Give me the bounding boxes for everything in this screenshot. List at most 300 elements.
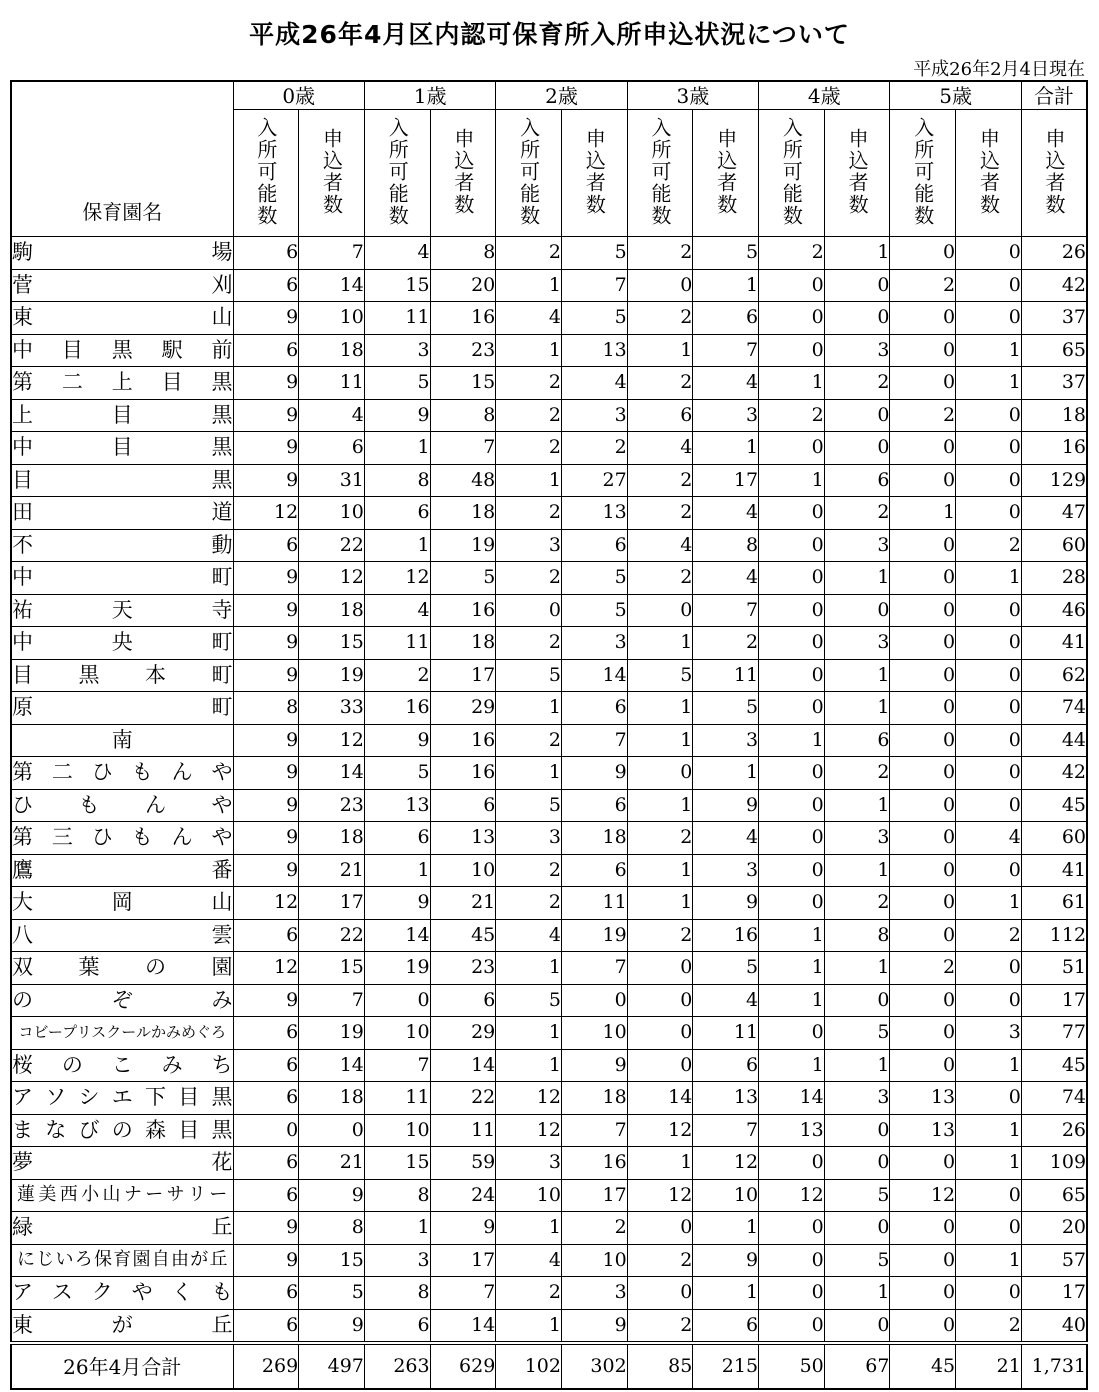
- capacity-cell: 9: [233, 464, 299, 497]
- capacity-cell: 2: [364, 659, 430, 692]
- nursery-name: 緑 丘: [11, 1212, 233, 1245]
- nursery-name: 第 二 上 目 黒: [11, 367, 233, 400]
- capacity-cell: 2: [627, 302, 693, 335]
- capacity-cell: 6: [233, 919, 299, 952]
- capacity-cell: 0: [627, 594, 693, 627]
- applicants-cell: 7: [299, 984, 365, 1017]
- capacity-cell: 1: [759, 984, 825, 1017]
- applicants-cell: 6: [299, 432, 365, 465]
- applicants-cell: 13: [561, 497, 627, 530]
- age-header-3: 3歳: [627, 81, 758, 110]
- applicants-header: [561, 110, 627, 237]
- applicants-cell: 0: [824, 399, 890, 432]
- capacity-cell: 9: [233, 822, 299, 855]
- capacity-cell: 0: [890, 334, 956, 367]
- table-row: [11, 1017, 1087, 1050]
- applicants-cell: 0: [956, 464, 1022, 497]
- capacity-cell: 0: [890, 1244, 956, 1277]
- applicants-cell: 23: [430, 334, 496, 367]
- total-applicants-cell: 65: [1021, 334, 1087, 367]
- applicants-cell: 5: [561, 594, 627, 627]
- applicants-cell: 15: [430, 367, 496, 400]
- capacity-cell: 0: [890, 854, 956, 887]
- capacity-cell: 4: [496, 1244, 562, 1277]
- total-applicants-cell: 44: [1021, 724, 1087, 757]
- total-applicants-cell: 65: [1021, 1179, 1087, 1212]
- capacity-cell: 1: [496, 334, 562, 367]
- applicants-cell: 1: [824, 789, 890, 822]
- applicants-cell: 21: [299, 1147, 365, 1180]
- applicants-cell: 1: [956, 334, 1022, 367]
- capacity-cell: 11: [364, 627, 430, 660]
- applicants-cell: 7: [693, 334, 759, 367]
- capacity-cell: 2: [890, 399, 956, 432]
- table-row: [11, 822, 1087, 855]
- applicants-cell: 5: [693, 692, 759, 725]
- applicants-cell: 0: [824, 1309, 890, 1343]
- capacity-cell: 9: [233, 627, 299, 660]
- capacity-cell: 4: [496, 302, 562, 335]
- nursery-name: ま な び の 森 目 黒: [11, 1114, 233, 1147]
- table-row: [11, 399, 1087, 432]
- capacity-cell: 2: [627, 1244, 693, 1277]
- capacity-cell: 0: [890, 887, 956, 920]
- applicants-cell: 16: [561, 1147, 627, 1180]
- applicants-cell: 8: [693, 529, 759, 562]
- applicants-cell: 9: [693, 789, 759, 822]
- capacity-cell: 0: [627, 269, 693, 302]
- table-row: [11, 854, 1087, 887]
- applicants-cell: 3: [824, 529, 890, 562]
- applicants-cell: 5: [824, 1244, 890, 1277]
- applicants-header: [824, 110, 890, 237]
- applicants-cell: 6: [824, 724, 890, 757]
- capacity-cell: 6: [364, 1309, 430, 1343]
- nursery-name: に じ い ろ 保 育 園 自 由 が 丘: [11, 1244, 233, 1277]
- applicants-cell: 7: [561, 952, 627, 985]
- total-capacity-cell: 263: [364, 1343, 430, 1389]
- capacity-header-label: 入所可能数: [516, 116, 541, 227]
- total-applicants-cell: 18: [1021, 399, 1087, 432]
- total-applicants-cell: 129: [1021, 464, 1087, 497]
- application-status-table: [10, 80, 1088, 1390]
- table-row: [11, 237, 1087, 270]
- applicants-cell: 18: [561, 1082, 627, 1115]
- applicants-cell: 16: [430, 757, 496, 790]
- capacity-cell: 0: [627, 1277, 693, 1310]
- applicants-header: [430, 110, 496, 237]
- applicants-cell: 1: [824, 952, 890, 985]
- capacity-cell: 0: [627, 1049, 693, 1082]
- applicants-cell: 16: [430, 594, 496, 627]
- capacity-cell: 0: [759, 1277, 825, 1310]
- applicants-cell: 18: [299, 1082, 365, 1115]
- capacity-cell: 16: [364, 692, 430, 725]
- applicants-cell: 15: [299, 627, 365, 660]
- applicants-cell: 0: [956, 237, 1022, 270]
- total-applicants-cell: 74: [1021, 1082, 1087, 1115]
- capacity-cell: 0: [890, 984, 956, 1017]
- applicants-cell: 17: [693, 464, 759, 497]
- nursery-name: 中 目 黒 駅 前: [11, 334, 233, 367]
- capacity-cell: 12: [890, 1179, 956, 1212]
- applicants-header-label: 申込者数: [976, 127, 1001, 216]
- applicants-cell: 22: [430, 1082, 496, 1115]
- capacity-cell: 9: [233, 659, 299, 692]
- applicants-header-label: 申込者数: [713, 127, 738, 216]
- capacity-cell: 3: [496, 822, 562, 855]
- table-row: [11, 1049, 1087, 1082]
- capacity-cell: 6: [233, 1179, 299, 1212]
- capacity-cell: 0: [759, 627, 825, 660]
- capacity-cell: 9: [233, 1212, 299, 1245]
- total-capacity-cell: 45: [890, 1343, 956, 1389]
- applicants-cell: 14: [299, 1049, 365, 1082]
- capacity-cell: 8: [364, 1179, 430, 1212]
- applicants-cell: 18: [430, 627, 496, 660]
- applicants-cell: 9: [561, 1309, 627, 1343]
- table-row: [11, 1179, 1087, 1212]
- nursery-name: 中 町: [11, 562, 233, 595]
- applicants-cell: 17: [430, 1244, 496, 1277]
- applicants-cell: 6: [824, 464, 890, 497]
- total-applicants-cell: 112: [1021, 919, 1087, 952]
- applicants-cell: 19: [299, 659, 365, 692]
- capacity-cell: 12: [496, 1082, 562, 1115]
- nursery-name: 目 黒 本 町: [11, 659, 233, 692]
- capacity-cell: 0: [759, 1309, 825, 1343]
- capacity-cell: 1: [364, 1212, 430, 1245]
- applicants-cell: 1: [693, 1212, 759, 1245]
- applicants-cell: 4: [956, 822, 1022, 855]
- applicants-cell: 0: [956, 659, 1022, 692]
- applicants-cell: 9: [561, 757, 627, 790]
- capacity-cell: 0: [890, 302, 956, 335]
- applicants-cell: 7: [561, 1114, 627, 1147]
- table-row: [11, 1244, 1087, 1277]
- applicants-cell: 1: [693, 1277, 759, 1310]
- capacity-cell: 5: [627, 659, 693, 692]
- total-capacity-cell: 102: [496, 1343, 562, 1389]
- capacity-cell: 0: [364, 984, 430, 1017]
- capacity-cell: 2: [890, 952, 956, 985]
- capacity-cell: 6: [233, 1049, 299, 1082]
- applicants-cell: 0: [956, 854, 1022, 887]
- capacity-cell: 12: [233, 887, 299, 920]
- nursery-name: 目 黒: [11, 464, 233, 497]
- capacity-cell: 9: [364, 724, 430, 757]
- capacity-cell: 2: [759, 237, 825, 270]
- applicants-cell: 16: [430, 724, 496, 757]
- applicants-cell: 2: [561, 1212, 627, 1245]
- total-applicants-cell: 629: [430, 1343, 496, 1389]
- table-row: [11, 724, 1087, 757]
- capacity-cell: 1: [627, 692, 693, 725]
- applicants-cell: 3: [824, 627, 890, 660]
- nursery-name: 双 葉 の 園: [11, 952, 233, 985]
- applicants-cell: 0: [956, 984, 1022, 1017]
- capacity-cell: 4: [364, 594, 430, 627]
- capacity-cell: 3: [496, 529, 562, 562]
- applicants-cell: 17: [299, 887, 365, 920]
- total-applicants-cell: 302: [561, 1343, 627, 1389]
- applicants-cell: 6: [561, 789, 627, 822]
- applicants-cell: 4: [693, 367, 759, 400]
- capacity-cell: 0: [890, 919, 956, 952]
- applicants-header-label: 申込者数: [319, 127, 344, 216]
- applicants-cell: 59: [430, 1147, 496, 1180]
- table-row: [11, 627, 1087, 660]
- capacity-cell: 6: [364, 497, 430, 530]
- capacity-cell: 0: [759, 887, 825, 920]
- applicants-cell: 13: [561, 334, 627, 367]
- applicants-cell: 0: [956, 432, 1022, 465]
- applicants-cell: 8: [824, 919, 890, 952]
- applicants-cell: 0: [956, 1277, 1022, 1310]
- capacity-cell: 6: [233, 1309, 299, 1343]
- capacity-cell: 1: [496, 1049, 562, 1082]
- nursery-name: 桜 の こ み ち: [11, 1049, 233, 1082]
- applicants-cell: 0: [824, 1147, 890, 1180]
- applicants-cell: 1: [693, 757, 759, 790]
- applicants-cell: 12: [299, 724, 365, 757]
- applicants-cell: 48: [430, 464, 496, 497]
- applicants-cell: 1: [824, 854, 890, 887]
- applicants-cell: 5: [693, 952, 759, 985]
- capacity-cell: 1: [496, 464, 562, 497]
- applicants-cell: 0: [824, 302, 890, 335]
- applicants-cell: 12: [299, 562, 365, 595]
- capacity-cell: 0: [759, 659, 825, 692]
- total-applicants-cell: 40: [1021, 1309, 1087, 1343]
- capacity-cell: 8: [364, 1277, 430, 1310]
- applicants-cell: 13: [430, 822, 496, 855]
- nursery-name: ア ス ク や く も: [11, 1277, 233, 1310]
- capacity-cell: 0: [627, 984, 693, 1017]
- capacity-cell: 1: [364, 854, 430, 887]
- total-row: [11, 1343, 1087, 1389]
- applicants-cell: 5: [561, 237, 627, 270]
- nursery-name-header: 保育園名: [11, 81, 233, 237]
- table-row: [11, 594, 1087, 627]
- applicants-cell: 6: [561, 529, 627, 562]
- capacity-cell: 0: [890, 1017, 956, 1050]
- applicants-cell: 9: [430, 1212, 496, 1245]
- applicants-cell: 1: [824, 1049, 890, 1082]
- applicants-cell: 2: [956, 1309, 1022, 1343]
- applicants-cell: 5: [824, 1179, 890, 1212]
- total-applicants-cell: 21: [956, 1343, 1022, 1389]
- total-applicants-cell: 37: [1021, 367, 1087, 400]
- capacity-cell: 3: [364, 1244, 430, 1277]
- nursery-name: 第 二 ひ も ん や: [11, 757, 233, 790]
- nursery-name: 中 目 黒: [11, 432, 233, 465]
- applicants-cell: 1: [956, 1147, 1022, 1180]
- capacity-header: [496, 110, 562, 237]
- capacity-cell: 6: [627, 399, 693, 432]
- applicants-cell: 9: [693, 887, 759, 920]
- applicants-cell: 0: [956, 302, 1022, 335]
- applicants-cell: 33: [299, 692, 365, 725]
- total-applicants-cell: 109: [1021, 1147, 1087, 1180]
- applicants-cell: 3: [693, 724, 759, 757]
- total-applicants-cell: 67: [824, 1343, 890, 1389]
- capacity-cell: 2: [627, 367, 693, 400]
- capacity-cell: 0: [759, 1244, 825, 1277]
- applicants-header-label: 申込者数: [845, 127, 870, 216]
- capacity-cell: 5: [496, 789, 562, 822]
- capacity-cell: 1: [627, 334, 693, 367]
- applicants-cell: 0: [956, 952, 1022, 985]
- applicants-cell: 0: [561, 984, 627, 1017]
- applicants-cell: 0: [956, 724, 1022, 757]
- applicants-cell: 6: [561, 854, 627, 887]
- total-applicants-cell: 16: [1021, 432, 1087, 465]
- capacity-header: [759, 110, 825, 237]
- total-applicants-cell: 51: [1021, 952, 1087, 985]
- applicants-cell: 27: [561, 464, 627, 497]
- applicants-cell: 0: [824, 1114, 890, 1147]
- table-row: [11, 1212, 1087, 1245]
- nursery-name: 鷹 番: [11, 854, 233, 887]
- capacity-cell: 12: [627, 1179, 693, 1212]
- applicants-header-label: 申込者数: [582, 127, 607, 216]
- capacity-cell: 7: [364, 1049, 430, 1082]
- applicants-header-label: 申込者数: [450, 127, 475, 216]
- capacity-cell: 1: [627, 627, 693, 660]
- applicants-cell: 0: [956, 757, 1022, 790]
- capacity-cell: 2: [627, 919, 693, 952]
- applicants-cell: 0: [956, 399, 1022, 432]
- capacity-cell: 0: [759, 302, 825, 335]
- applicants-cell: 0: [956, 1179, 1022, 1212]
- capacity-cell: 0: [759, 1017, 825, 1050]
- applicants-cell: 0: [824, 984, 890, 1017]
- total-applicants-cell: 62: [1021, 659, 1087, 692]
- table-row: [11, 789, 1087, 822]
- applicants-cell: 11: [430, 1114, 496, 1147]
- capacity-cell: 9: [364, 399, 430, 432]
- applicants-cell: 3: [693, 399, 759, 432]
- applicants-cell: 13: [693, 1082, 759, 1115]
- capacity-cell: 2: [627, 562, 693, 595]
- applicants-cell: 3: [561, 1277, 627, 1310]
- applicants-cell: 14: [561, 659, 627, 692]
- capacity-cell: 6: [233, 1082, 299, 1115]
- total-capacity-cell: 269: [233, 1343, 299, 1389]
- total-applicants-cell: 45: [1021, 1049, 1087, 1082]
- capacity-cell: 0: [890, 757, 956, 790]
- table-row: [11, 562, 1087, 595]
- capacity-cell: 1: [496, 952, 562, 985]
- applicants-cell: 4: [693, 822, 759, 855]
- capacity-cell: 10: [364, 1114, 430, 1147]
- applicants-cell: 1: [693, 269, 759, 302]
- applicants-cell: 29: [430, 1017, 496, 1050]
- table-row: [11, 1114, 1087, 1147]
- applicants-cell: 6: [693, 302, 759, 335]
- table-row: [11, 952, 1087, 985]
- applicants-cell: 21: [430, 887, 496, 920]
- capacity-cell: 0: [890, 692, 956, 725]
- total-applicants-cell: 215: [693, 1343, 759, 1389]
- applicants-cell: 10: [299, 302, 365, 335]
- capacity-cell: 6: [233, 1277, 299, 1310]
- table-row: [11, 367, 1087, 400]
- applicants-cell: 1: [956, 887, 1022, 920]
- applicants-cell: 5: [430, 562, 496, 595]
- page-title: 平成26年4月区内認可保育所入所申込状況について: [249, 20, 850, 49]
- applicants-cell: 10: [299, 497, 365, 530]
- nursery-name: 祐 天 寺: [11, 594, 233, 627]
- capacity-cell: 2: [627, 237, 693, 270]
- capacity-cell: 13: [759, 1114, 825, 1147]
- capacity-cell: 2: [496, 1277, 562, 1310]
- applicants-cell: 0: [824, 594, 890, 627]
- applicants-cell: 3: [824, 334, 890, 367]
- applicants-cell: 16: [693, 919, 759, 952]
- total-applicants-header-label: 申込者数: [1041, 127, 1066, 216]
- capacity-cell: 0: [890, 529, 956, 562]
- applicants-cell: 16: [430, 302, 496, 335]
- applicants-cell: 3: [693, 854, 759, 887]
- capacity-cell: 0: [496, 594, 562, 627]
- total-applicants-cell: 45: [1021, 789, 1087, 822]
- nursery-name: 東 山: [11, 302, 233, 335]
- applicants-cell: 5: [693, 237, 759, 270]
- applicants-cell: 0: [824, 432, 890, 465]
- age-header-4: 4歳: [759, 81, 890, 110]
- capacity-cell: 3: [496, 1147, 562, 1180]
- capacity-cell: 0: [890, 367, 956, 400]
- nursery-name: 南: [11, 724, 233, 757]
- applicants-cell: 0: [956, 692, 1022, 725]
- capacity-header-label: 入所可能数: [648, 116, 673, 227]
- capacity-cell: 0: [890, 724, 956, 757]
- applicants-cell: 10: [693, 1179, 759, 1212]
- capacity-cell: 0: [759, 1147, 825, 1180]
- applicants-cell: 5: [824, 1017, 890, 1050]
- age-header-row: [11, 81, 1087, 110]
- applicants-cell: 11: [693, 659, 759, 692]
- table-row: [11, 692, 1087, 725]
- applicants-cell: 1: [824, 659, 890, 692]
- nursery-name: 中 央 町: [11, 627, 233, 660]
- capacity-cell: 2: [496, 562, 562, 595]
- nursery-name: 原 町: [11, 692, 233, 725]
- applicants-cell: 4: [693, 562, 759, 595]
- table-row: [11, 464, 1087, 497]
- applicants-cell: 14: [430, 1309, 496, 1343]
- total-applicants-cell: 17: [1021, 1277, 1087, 1310]
- total-capacity-cell: 85: [627, 1343, 693, 1389]
- applicants-cell: 5: [299, 1277, 365, 1310]
- total-applicants-cell: 41: [1021, 627, 1087, 660]
- capacity-cell: 4: [627, 529, 693, 562]
- capacity-cell: 12: [233, 952, 299, 985]
- nursery-name: 不 動: [11, 529, 233, 562]
- applicants-cell: 29: [430, 692, 496, 725]
- applicants-cell: 8: [430, 399, 496, 432]
- applicants-cell: 10: [561, 1244, 627, 1277]
- applicants-cell: 4: [561, 367, 627, 400]
- capacity-cell: 12: [627, 1114, 693, 1147]
- applicants-cell: 0: [956, 269, 1022, 302]
- capacity-header: [364, 110, 430, 237]
- capacity-cell: 0: [890, 1277, 956, 1310]
- capacity-cell: 0: [890, 822, 956, 855]
- applicants-cell: 1: [956, 1244, 1022, 1277]
